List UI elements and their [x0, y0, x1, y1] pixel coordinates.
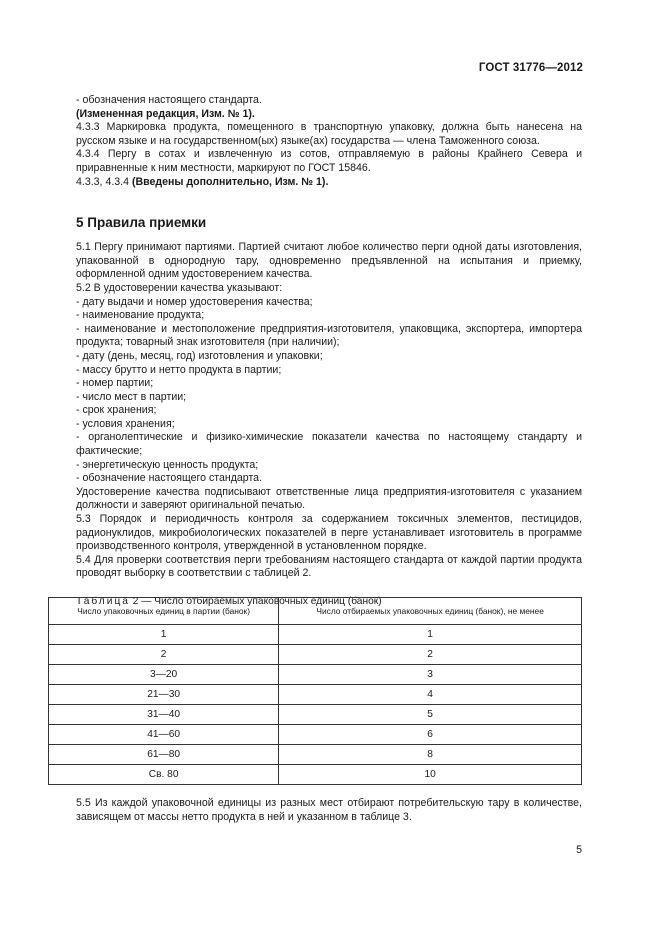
paragraph-5-3: 5.3 Порядок и периодичность контроля за содержанием токсичных элементов, пестицидов, радионуклидов, микробиологических показателей в перге устанавливает изготовитель в программе производственного контроля, утвержденной в установленном порядке.	[76, 513, 582, 553]
table-row	[49, 645, 582, 665]
table-row	[49, 745, 582, 765]
introduced-note: (Введены дополнительно, Изм. № 1).	[131, 175, 329, 188]
paragraph: - обозначения настоящего стандарта.	[76, 94, 262, 106]
list-item: - энергетическую ценность продукта;	[76, 458, 259, 471]
table-caption-word: Таблица	[76, 596, 130, 607]
list-item: - условия хранения;	[76, 417, 175, 430]
table-row	[49, 725, 582, 745]
paragraph-5-1: 5.1 Пергу принимают партиями. Партией считают любое количество перги одной даты изготовления, упакованной в однородную тару, одновременно предъявленной на испытания и приемку, оформленной одним удостоверением качества.	[76, 241, 582, 281]
cell-lot-size: Св. 80	[49, 765, 279, 785]
paragraph-4-3-4: 4.3.4 Пергу в сотах и извлеченную из сотов, отправляемую в районы Крайнего Севера и приравненные к ним местности, маркируют по ГОСТ 15846.	[76, 148, 582, 174]
table-row	[49, 765, 582, 785]
cell-sample-size: 1	[279, 625, 582, 645]
paragraph-signature: Удостоверение качества подписывают ответственные лица предприятия-изготовителя с указанием должности и заверяют оригинальной печатью.	[76, 485, 582, 512]
list-item: - дату выдачи и номер удостоверения качества;	[76, 295, 313, 308]
list-item: - массу брутто и нетто продукта в партии;	[76, 363, 282, 376]
table-row	[49, 625, 582, 645]
introduced-prefix: 4.3.3, 4.3.4	[76, 175, 132, 188]
cell-sample-size: 3	[279, 665, 582, 685]
section-title: 5 Правила приемки	[76, 215, 207, 231]
cell-lot-size: 61—80	[49, 745, 279, 765]
list-item: - дату (день, месяц, год) изготовления и упаковки;	[76, 349, 323, 362]
page-number: 5	[576, 844, 582, 856]
table-header-row	[49, 598, 582, 625]
column-header-lot-size: Число упаковочных единиц в партии (банок)	[49, 598, 279, 625]
cell-lot-size: 3—20	[49, 665, 279, 685]
list-item: - срок хранения;	[76, 404, 157, 417]
list-item: - обозначение настоящего стандарта.	[76, 472, 263, 485]
cell-lot-size: 21—30	[49, 685, 279, 705]
list-item: - номер партии;	[76, 377, 154, 390]
cell-sample-size: 4	[279, 685, 582, 705]
list-item: - органолептические и физико-химические показатели качества по настоящему стандарту и фактические;	[76, 431, 582, 458]
paragraph-5-4: 5.4 Для проверки соответствия перги требованиям настоящего стандарта от каждой партии продукта проводят выборку в соответствии с таблицей 2.	[76, 553, 582, 580]
cell-sample-size: 10	[279, 765, 582, 785]
sampling-table	[48, 597, 582, 785]
paragraph-amendment: (Измененная редакция, Изм. № 1).	[76, 107, 255, 120]
table-row	[49, 665, 582, 685]
cell-lot-size: 41—60	[49, 725, 279, 745]
paragraph-4-3-3: 4.3.3 Маркировка продукта, помещенного в транспортную упаковку, должна быть нанесена на русском языке и на государственном(ых) языке(ах) государства — члена Таможенного союза.	[76, 121, 582, 147]
table-row	[49, 705, 582, 725]
cell-sample-size: 2	[279, 645, 582, 665]
paragraph-5-5: 5.5 Из каждой упаковочной единицы из разных мест отбирают потребительскую тару в количестве, зависящем от массы нетто продукта в ней и указанном в таблице 3.	[76, 797, 582, 823]
table-body	[49, 625, 582, 785]
standard-code: ГОСТ 31776—2012	[478, 62, 583, 74]
cell-sample-size: 6	[279, 725, 582, 745]
paragraph-introduced	[76, 176, 582, 190]
cell-lot-size: 2	[49, 645, 279, 665]
table-caption-text: 2 — Число отбираемых упаковочных единиц (банок)	[129, 596, 382, 607]
cell-lot-size: 31—40	[49, 705, 279, 725]
list-item: - наименование продукта;	[76, 309, 205, 322]
cell-sample-size: 8	[279, 745, 582, 765]
paragraph-5-2: 5.2 В удостоверении качества указывают:	[76, 281, 283, 294]
cell-lot-size: 1	[49, 625, 279, 645]
list-item: - число мест в партии;	[76, 390, 187, 403]
list-item: - наименование и местоположение предприятия-изготовителя, упаковщика, экспортера, импортера продукта; товарный знак изготовителя (при наличии);	[76, 322, 582, 349]
table-row	[49, 685, 582, 705]
cell-sample-size: 5	[279, 705, 582, 725]
column-header-sample-size: Число отбираемых упаковочных единиц (банок), не менее	[279, 598, 582, 625]
document-body	[76, 94, 582, 619]
